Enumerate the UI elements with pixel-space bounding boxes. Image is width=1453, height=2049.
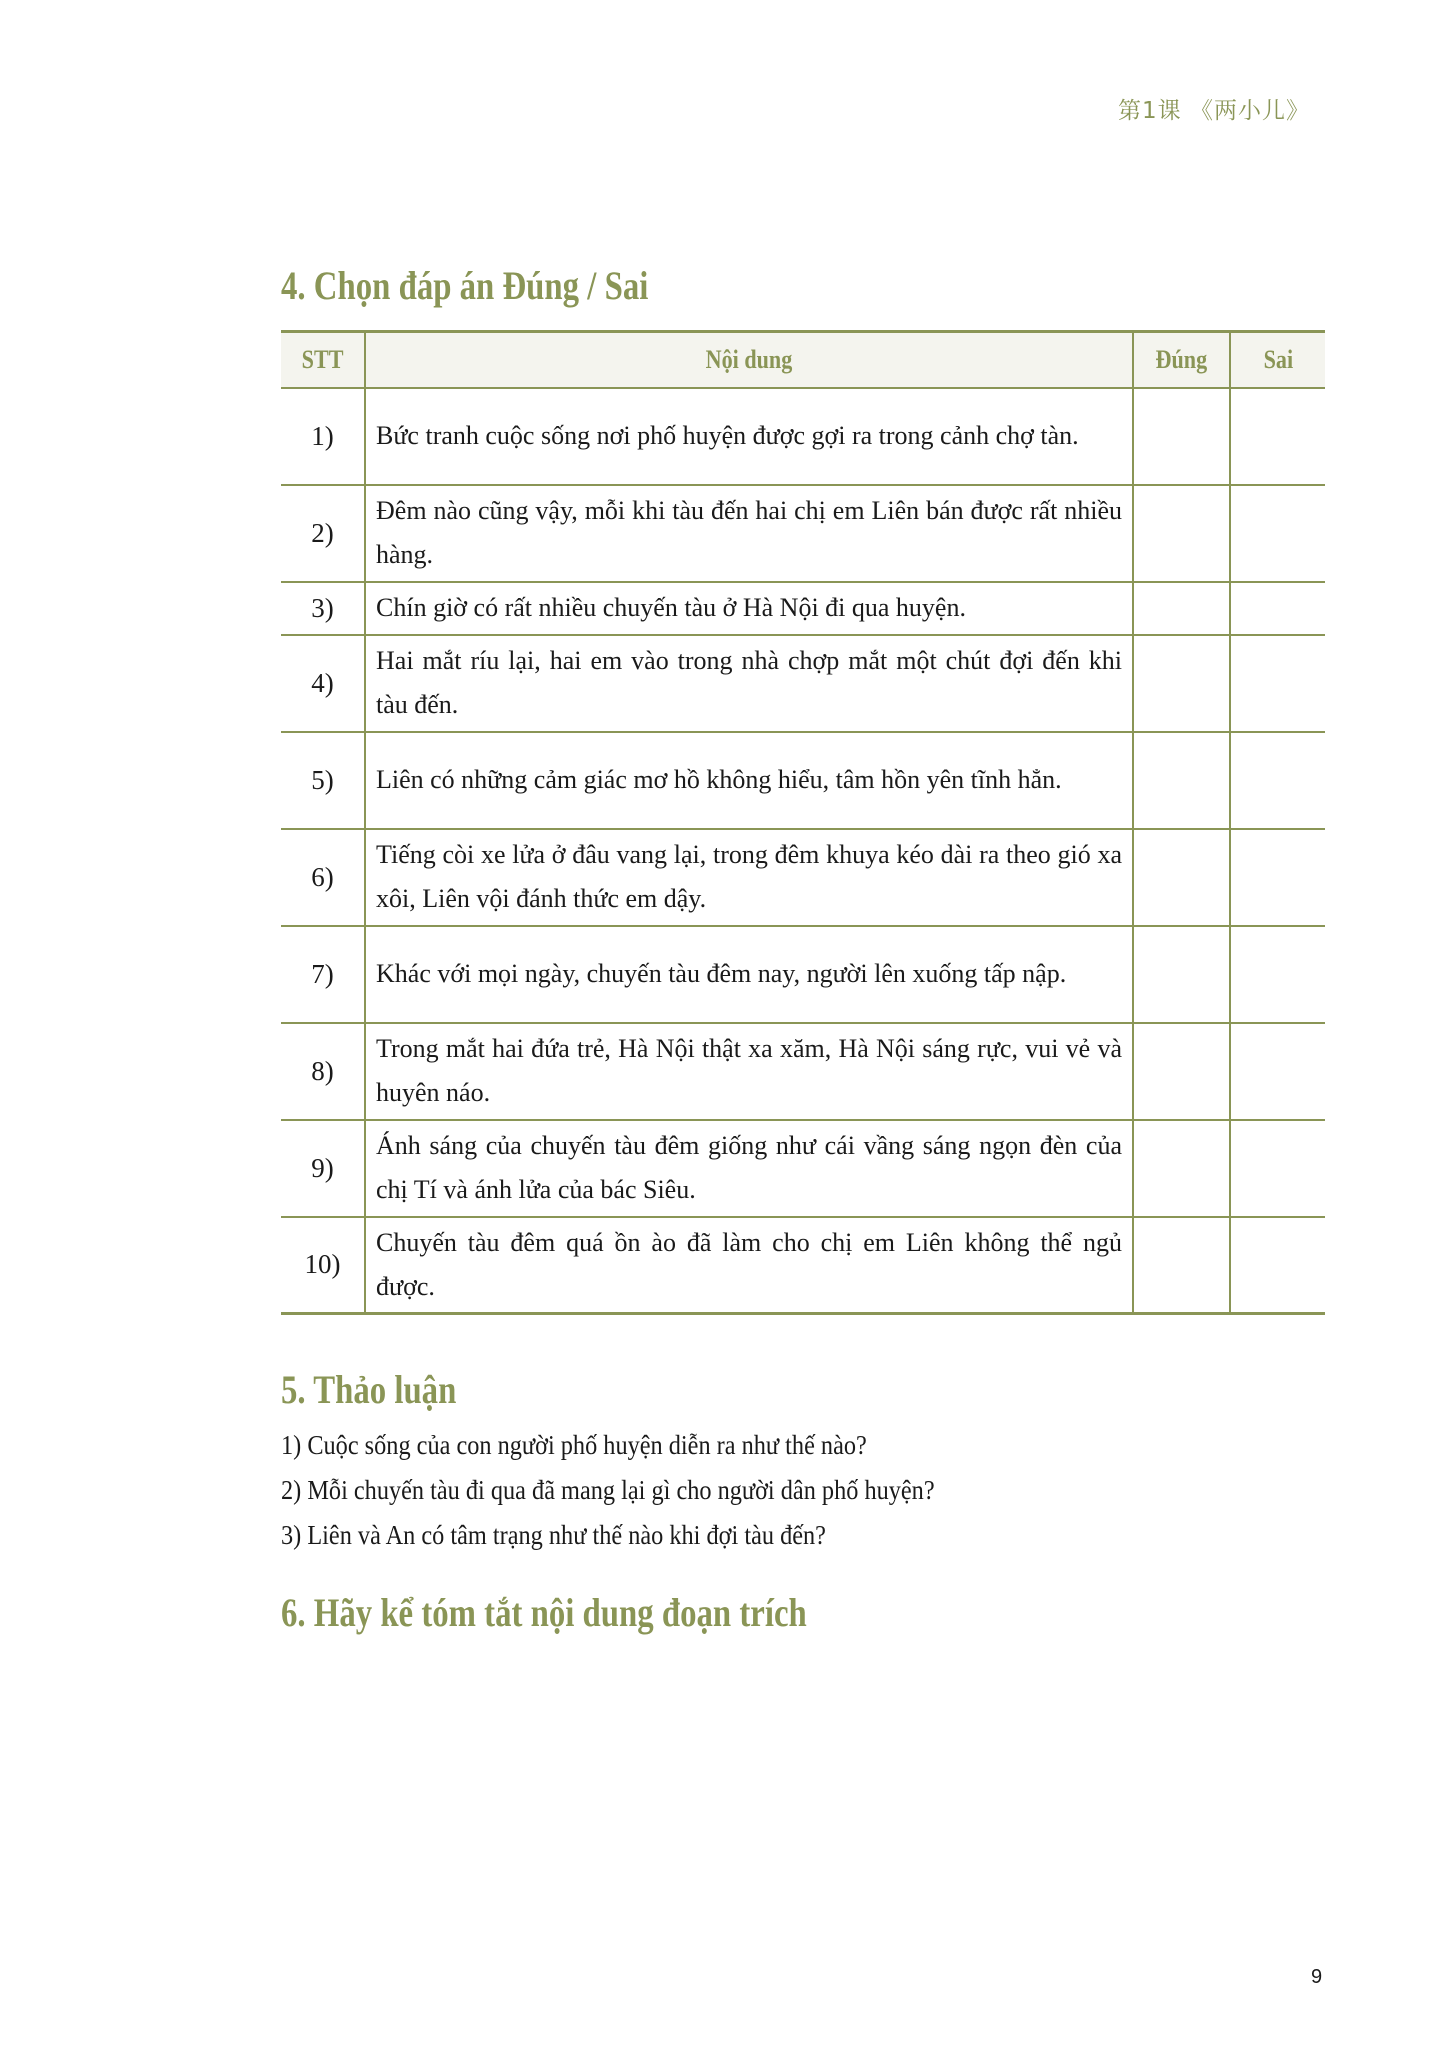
table-row (281, 1023, 1325, 1120)
column-header-false: Sai (1230, 332, 1325, 388)
row-number: 4) (311, 667, 334, 698)
true-answer-cell[interactable] (1133, 1217, 1230, 1314)
lesson-header: 第1课 《两小儿》 (1118, 98, 1310, 124)
true-false-table (281, 330, 1325, 1315)
statement-text: Liên có những cảm giác mơ hồ không hiểu, tâm hồn yên tĩnh hẳn. (365, 732, 1133, 829)
table-row (281, 1217, 1325, 1314)
true-answer-cell[interactable] (1133, 829, 1230, 926)
section-6-title: 6. Hãy kể tóm tắt nội dung đoạn trích (281, 1590, 807, 1635)
discussion-question: 1) Cuộc sống của con người phố huyện diễn ra như thế nào? (281, 1430, 867, 1460)
table-row (281, 485, 1325, 582)
table-row (281, 829, 1325, 926)
true-answer-cell[interactable] (1133, 926, 1230, 1023)
false-answer-cell[interactable] (1230, 485, 1325, 582)
statement-text: Trong mắt hai đứa trẻ, Hà Nội thật xa xăm, Hà Nội sáng rực, vui vẻ và huyên náo. (365, 1023, 1133, 1120)
column-header-true: Đúng (1133, 332, 1230, 388)
false-answer-cell[interactable] (1230, 582, 1325, 635)
row-number: 1) (311, 420, 334, 451)
statement-text: Tiếng còi xe lửa ở đâu vang lại, trong đêm khuya kéo dài ra theo gió xa xôi, Liên vội đánh thức em dậy. (365, 829, 1133, 926)
table-row (281, 388, 1325, 485)
column-header-stt: STT (301, 344, 344, 374)
false-answer-cell[interactable] (1230, 732, 1325, 829)
statement-text: Khác với mọi ngày, chuyến tàu đêm nay, người lên xuống tấp nập. (365, 926, 1133, 1023)
row-number: 3) (311, 592, 334, 623)
table-row (281, 582, 1325, 635)
true-answer-cell[interactable] (1133, 388, 1230, 485)
true-answer-cell[interactable] (1133, 485, 1230, 582)
table-header-row (281, 332, 1325, 388)
row-number: 8) (311, 1055, 334, 1086)
false-answer-cell[interactable] (1230, 635, 1325, 732)
statement-text: Chín giờ có rất nhiều chuyến tàu ở Hà Nội đi qua huyện. (365, 582, 1133, 635)
false-answer-cell[interactable] (1230, 1120, 1325, 1217)
statement-text: Bức tranh cuộc sống nơi phố huyện được gợi ra trong cảnh chợ tàn. (365, 388, 1133, 485)
column-header-content: Nội dung (365, 332, 1133, 388)
true-answer-cell[interactable] (1133, 1120, 1230, 1217)
row-number: 2) (311, 517, 334, 548)
row-number: 5) (311, 764, 334, 795)
false-answer-cell[interactable] (1230, 388, 1325, 485)
row-number: 7) (311, 958, 334, 989)
discussion-question: 3) Liên và An có tâm trạng như thế nào khi đợi tàu đến? (281, 1520, 826, 1550)
true-answer-cell[interactable] (1133, 1023, 1230, 1120)
statement-text: Ánh sáng của chuyến tàu đêm giống như cái vầng sáng ngọn đèn của chị Tí và ánh lửa của bác Siêu. (365, 1120, 1133, 1217)
false-answer-cell[interactable] (1230, 926, 1325, 1023)
table-row (281, 1120, 1325, 1217)
row-number: 6) (311, 861, 334, 892)
false-answer-cell[interactable] (1230, 1023, 1325, 1120)
discussion-question: 2) Mỗi chuyến tàu đi qua đã mang lại gì cho người dân phố huyện? (281, 1475, 935, 1505)
section-5-title: 5. Thảo luận (281, 1367, 457, 1412)
statement-text: Hai mắt ríu lại, hai em vào trong nhà chợp mắt một chút đợi đến khi tàu đến. (365, 635, 1133, 732)
statement-text: Chuyến tàu đêm quá ồn ào đã làm cho chị em Liên không thể ngủ được. (365, 1217, 1133, 1314)
false-answer-cell[interactable] (1230, 1217, 1325, 1314)
false-answer-cell[interactable] (1230, 829, 1325, 926)
table-row (281, 635, 1325, 732)
true-answer-cell[interactable] (1133, 635, 1230, 732)
table-row (281, 732, 1325, 829)
statement-text: Đêm nào cũng vậy, mỗi khi tàu đến hai chị em Liên bán được rất nhiều hàng. (365, 485, 1133, 582)
row-number: 9) (311, 1152, 334, 1183)
table-row (281, 926, 1325, 1023)
row-number: 10) (304, 1249, 341, 1280)
true-answer-cell[interactable] (1133, 732, 1230, 829)
page-number: 9 (1311, 1966, 1323, 1988)
section-4-title: 4. Chọn đáp án Đúng / Sai (281, 263, 649, 308)
true-answer-cell[interactable] (1133, 582, 1230, 635)
